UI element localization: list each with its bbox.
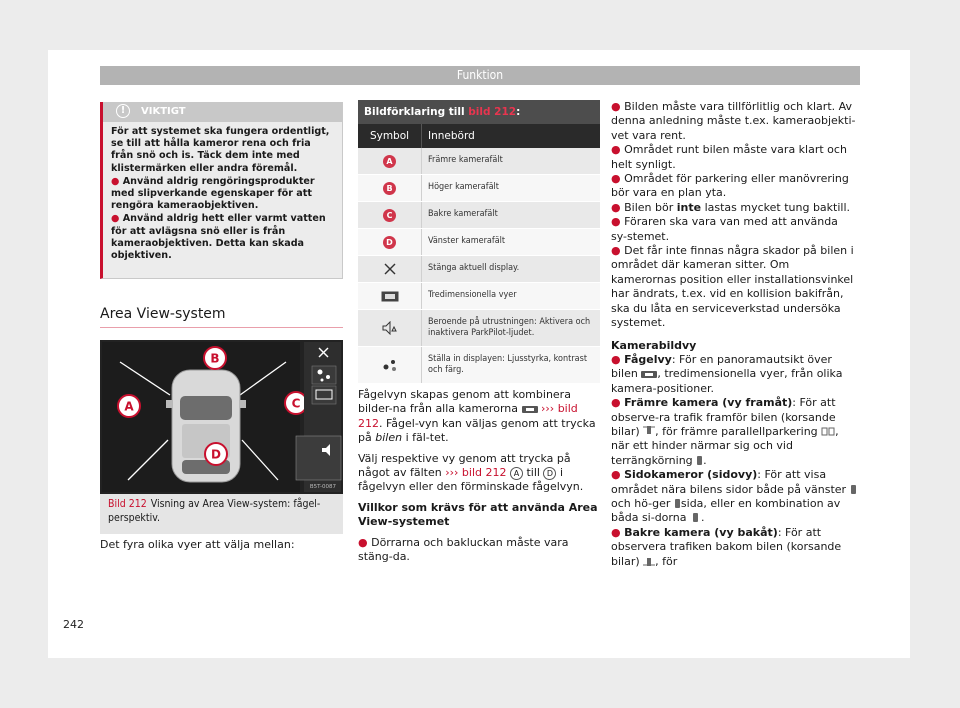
area-view-figure — [100, 340, 343, 494]
col1-paragraph: Det fyra olika vyer att välja mellan: — [100, 538, 295, 551]
col3-view-item: ● Fågelvy: För en panoramautsikt över bilen , tredimensionella vyer, från olika kamera-positioner. — [611, 352, 843, 395]
warning-label: VIKTIGT — [141, 106, 186, 117]
col3-body — [611, 100, 857, 569]
sound-icon — [382, 321, 398, 335]
col2-heading: Villkor som krävs för att använda Area View-systemet — [358, 500, 598, 529]
col3-heading: Kamerabildvy — [611, 338, 697, 352]
col3-bullet: ● Området för parkering eller manövrering bör vara en plan yta. — [611, 172, 849, 200]
col3-bullet: ● Föraren ska vara van med att använda sy-stemet. — [611, 215, 838, 243]
table-row — [358, 283, 600, 310]
label-a: A — [124, 399, 134, 414]
badge-d: D — [543, 467, 556, 480]
col2-paragraph-2: Välj respektive vy genom att trycka på något av fälten ››› bild 212 A till D i fågelvyn eller den förminskade fågelvyn. — [358, 451, 584, 494]
col2-paragraph-1: Fågelvyn skapas genom att kombinera bilder-na från alla kamerorna ››› bild 212. Fågel-vyn kan väljas genom att trycka på bilen i fäl-tet. — [358, 388, 596, 445]
table-row — [358, 202, 600, 229]
meaning-cell: Vänster kamerafält — [428, 236, 506, 247]
label-b: B — [210, 351, 220, 366]
col3-view-item: ● Bakre kamera (vy bakåt): För att observera trafiken bakom bilen (korsande bilar) , för — [611, 525, 842, 568]
meaning-cell: Främre kamerafält — [428, 155, 503, 166]
car-view-icon — [641, 370, 657, 379]
badge-a: A — [510, 467, 523, 480]
table-header — [358, 124, 600, 148]
col3-bullet: ● Bilden måste vara tillförlitlig och klart. Av denna anledning måste t.ex. kameraobjekti-vet vara rent. — [611, 100, 856, 142]
warning-box — [100, 102, 343, 279]
figure-code: B5T-0087 — [309, 484, 336, 490]
label-c: C — [291, 396, 301, 411]
table-row — [358, 310, 600, 347]
figure-caption-text: Visning av Area View-system: fågel-perspektiv. — [108, 498, 321, 524]
warning-intro: För att systemet ska fungera ordentligt, se till att hålla kameror rena och fria från snö och is. Täck dem inte med klistermärken eller andra föremål. — [111, 126, 330, 174]
left-side-view-icon — [850, 484, 857, 495]
col2-bullet: ● Dörrarna och bakluckan måste vara stäng-da. — [358, 535, 569, 564]
figure-ref: Bild 212 — [108, 498, 147, 510]
col2-body — [358, 388, 603, 570]
meaning-cell: Beroende på utrustningen: Aktivera och inaktivera ParkPilot-ljudet. — [428, 316, 591, 338]
warning-icon: ! — [116, 104, 130, 118]
page-header-title: Funktion — [456, 68, 504, 82]
meaning-cell: Ställa in displayen: Ljusstyrka, kontrast och färg. — [428, 353, 587, 375]
col3-bullet: ● Området runt bilen måste vara klart och helt synligt. — [611, 143, 847, 171]
meaning-cell: Stänga aktuell display. — [428, 263, 520, 274]
page-number: 242 — [63, 618, 84, 631]
warning-bullet: ● Använd aldrig hett eller varmt vatten för att avlägsna snö eller is från kameraobjektiven. Detta kan skada objektiven. — [111, 213, 326, 262]
symbol-d-badge: D — [383, 236, 396, 249]
cross-traffic-front-icon — [643, 425, 655, 437]
table-row — [358, 347, 600, 384]
table-row — [358, 175, 600, 202]
col3-view-item: ● Sidokameror (sidovy): För att visa området nära bilens sidor både på vänster och hö-ger sida, eller en kombination av båda si-dorna . — [611, 468, 857, 526]
warning-body — [103, 122, 342, 262]
cross-traffic-rear-icon — [643, 555, 655, 567]
parallel-parking-icon — [821, 426, 835, 437]
car-view-icon — [522, 405, 538, 414]
section-title: Area View-system — [100, 306, 226, 322]
col-meaning-header: Innebörd — [428, 130, 475, 142]
table-row — [358, 229, 600, 256]
right-side-view-icon — [674, 498, 681, 509]
figure-caption — [100, 494, 343, 534]
both-sides-view-icon — [690, 512, 701, 523]
symbol-b-badge: B — [383, 182, 396, 195]
3d-view-icon — [381, 291, 399, 302]
col3-bullet: ● Bilen bör inte lastas mycket tung baktill. — [611, 200, 851, 214]
brightness-icon — [382, 358, 398, 372]
table-row — [358, 148, 600, 175]
label-d: D — [211, 447, 221, 462]
warning-bullet: ● Använd aldrig rengöringsprodukter med slipverkande egenskaper för att rengöra kameraobjektiven. — [111, 175, 315, 212]
meaning-cell: Höger kamerafält — [428, 182, 499, 193]
table-caption: Bildförklaring till bild 212: — [358, 100, 600, 124]
symbol-a-badge: A — [383, 155, 396, 168]
symbol-c-badge: C — [383, 209, 396, 222]
area-view-illustration — [100, 340, 343, 494]
meaning-cell: Tredimensionella vyer — [428, 290, 517, 301]
warning-header — [103, 102, 342, 122]
col3-view-item: ● Främre kamera (vy framåt): För att observe-ra trafik framför bilen (korsande bilar) , för främre parallellparkering , när ett hinder närmar sig och vid terrängkörning . — [611, 396, 839, 467]
table-row — [358, 256, 600, 283]
col3-bullet: ● Det får inte finnas några skador på bilen i området där kameran sitter. Om kamerornas position eller installationsvinkel har ändrats, t.ex. vid en kollision bakifrån, ska du låta en serviceverkstad undersöka systemet. — [611, 244, 854, 330]
meaning-cell: Bakre kamerafält — [428, 209, 498, 220]
close-icon — [384, 263, 396, 275]
section-divider — [100, 327, 343, 328]
legend-table — [358, 100, 600, 384]
car-icon — [166, 370, 246, 482]
col-symbol-header: Symbol — [358, 124, 422, 148]
